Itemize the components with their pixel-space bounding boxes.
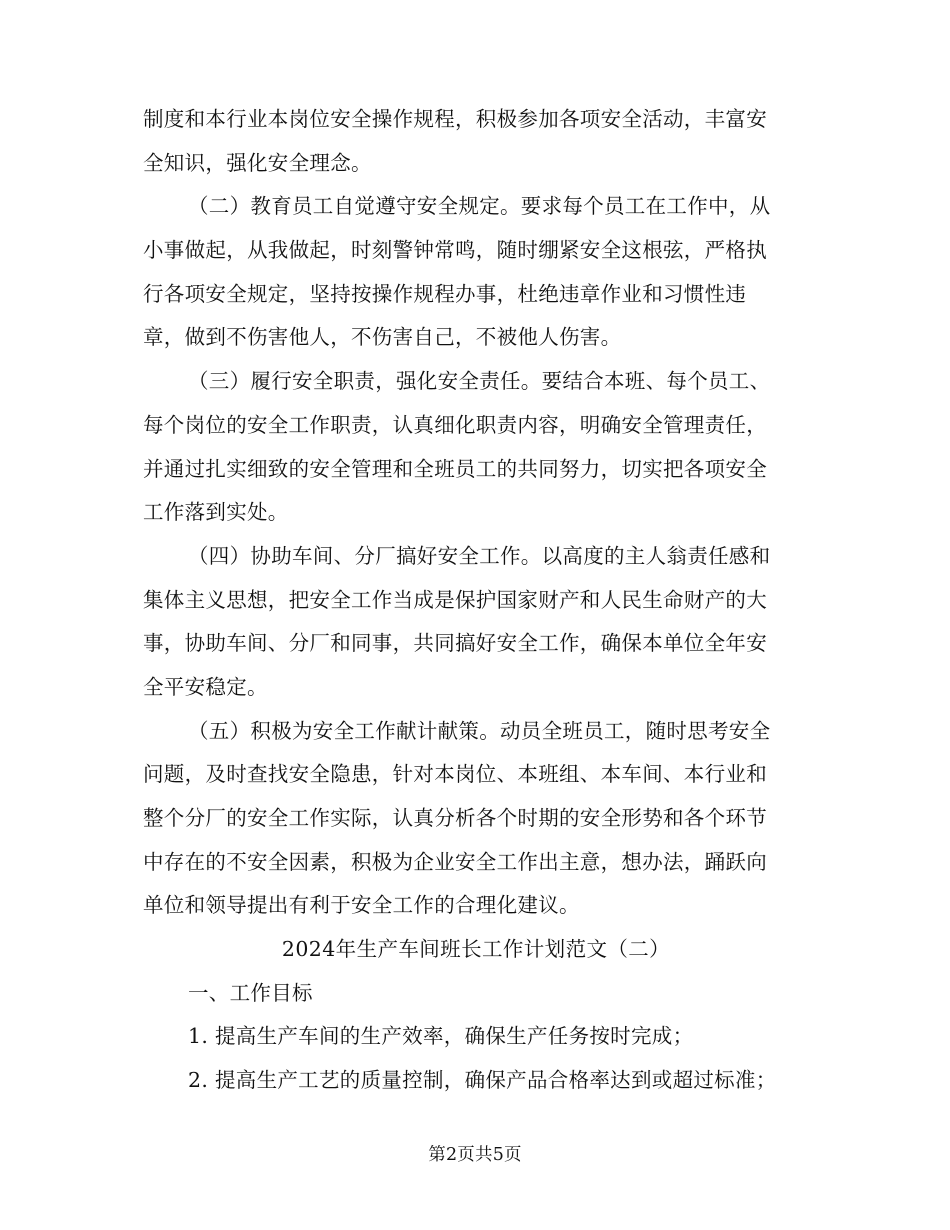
text-line: 2. 提高生产工艺的质量控制，确保产品合格率达到或超过标准； [188,1068,777,1093]
text-line: （三）履行安全职责，强化安全责任。要结合本班、每个员工、 [188,369,771,394]
page-number: 第2页共5页 [428,1145,522,1165]
text-line: 集体主义思想，把安全工作当成是保护国家财产和人民生命财产的大 [143,587,767,612]
text-line: 全知识，强化安全理念。 [143,150,372,175]
text-line: （四）协助车间、分厂搞好安全工作。以高度的主人翁责任感和 [188,543,771,568]
text-line: （二）教育员工自觉遵守安全规定。要求每个员工在工作中，从 [188,194,771,219]
text-line: 问题，及时查找安全隐患，针对本岗位、本班组、本车间、本行业和 [143,762,767,787]
text-line: 制度和本行业本岗位安全操作规程，积极参加各项安全活动，丰富安 [143,107,767,131]
text-line: 1. 提高生产车间的生产效率，确保生产任务按时完成； [188,1024,694,1049]
text-line: 章，做到不伤害他人，不伤害自己，不被他人伤害。 [143,325,622,350]
text-line: 中存在的不安全因素，积极为企业安全工作出主意，想办法，踊跃向 [143,849,767,874]
section-title: 2024年生产车间班长工作计划范文（二） [281,937,671,962]
body-text [143,98,803,928]
text-line: 全平安稳定。 [143,674,268,699]
text-line: 小事做起，从我做起，时刻警钟常鸣，随时绷紧安全这根弦，严格执 [143,238,767,263]
text-line: 整个分厂的安全工作实际，认真分析各个时期的安全形势和各个环节 [143,806,767,830]
text-line: 每个岗位的安全工作职责，认真细化职责内容，明确安全管理责任， [143,412,767,437]
text-line: （五）积极为安全工作献计献策。动员全班员工，随时思考安全 [188,718,771,743]
text-line: 行各项安全规定，坚持按操作规程办事，杜绝违章作业和习惯性违 [143,281,747,306]
document-body [143,98,803,1103]
text-line: 事，协助车间、分厂和同事，共同搞好安全工作，确保本单位全年安 [143,631,767,656]
text-line: 单位和领导提出有利于安全工作的合理化建议。 [143,893,580,918]
text-line: 工作落到实处。 [143,500,289,525]
text-line: 并通过扎实细致的安全管理和全班员工的共同努力，切实把各项安全 [143,456,767,481]
text-line: 一、工作目标 [188,980,313,1005]
section-text [143,972,803,1103]
